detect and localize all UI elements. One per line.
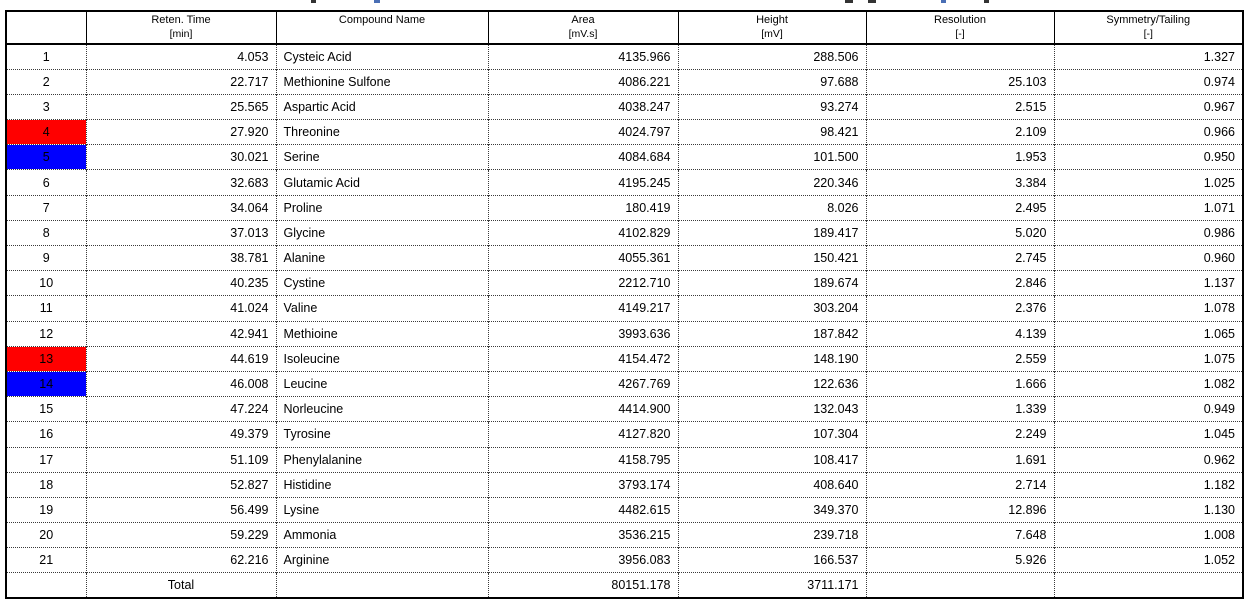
table-row[interactable] [6,94,1243,119]
cell-reten-time: 51.109 [86,447,276,472]
column-header-symmetry-tailing [1054,11,1243,44]
table-row[interactable] [6,321,1243,346]
cell-area: 3536.215 [488,523,678,548]
cell-row-number: 12 [6,321,86,346]
cell-compound-name: Proline [276,195,488,220]
cell-compound-name: Methionine Sulfone [276,69,488,94]
cell-area: 4038.247 [488,94,678,119]
table-row[interactable] [6,296,1243,321]
table-row[interactable] [6,472,1243,497]
column-unit: [mV] [761,27,783,40]
cell-row-number: 19 [6,497,86,522]
cell-symmetry-tailing: 0.986 [1054,220,1243,245]
cell-resolution: 5.020 [866,220,1054,245]
result-table [5,10,1244,599]
column-label: Compound Name [338,14,426,26]
cell-resolution: 12.896 [866,497,1054,522]
cell-compound-name: Alanine [276,246,488,271]
cell-compound-name: Ammonia [276,523,488,548]
cell-row-number: 7 [6,195,86,220]
cell-row-number: 15 [6,397,86,422]
column-unit: [-] [955,27,965,40]
cell-height: 101.500 [678,145,866,170]
table-row[interactable] [6,523,1243,548]
table-row[interactable] [6,120,1243,145]
cell-reten-time: 56.499 [86,497,276,522]
cell-reten-time: 37.013 [86,220,276,245]
cell-compound-name: Valine [276,296,488,321]
cell-area: 4084.684 [488,145,678,170]
cell-area: 4149.217 [488,296,678,321]
cell-resolution: 1.953 [866,145,1054,170]
cell-resolution: 1.691 [866,447,1054,472]
cell-compound-name: Tyrosine [276,422,488,447]
cell-reten-time: 47.224 [86,397,276,422]
cell-area: 4154.472 [488,346,678,371]
cell-height: 150.421 [678,246,866,271]
cell-symmetry-tailing: 1.025 [1054,170,1243,195]
cell-area: 4158.795 [488,447,678,472]
cell-resolution: 3.384 [866,170,1054,195]
cell-symmetry-tailing: 0.950 [1054,145,1243,170]
cell-row-number: 3 [6,94,86,119]
table-row[interactable] [6,497,1243,522]
cell-height: 3711.171 [678,573,866,598]
cell-row-number: 20 [6,523,86,548]
cell-compound-name: Isoleucine [276,346,488,371]
cell-compound-name: Glutamic Acid [276,170,488,195]
cell-compound-name: Arginine [276,548,488,573]
cell-reten-time: 25.565 [86,94,276,119]
column-unit: [mV.s] [568,27,598,40]
cell-height: 97.688 [678,69,866,94]
cell-reten-time: 42.941 [86,321,276,346]
cell-symmetry-tailing: 0.966 [1054,120,1243,145]
cell-area: 3793.174 [488,472,678,497]
cell-row-number: 11 [6,296,86,321]
cell-row-number: 5 [6,145,86,170]
cell-row-number: 21 [6,548,86,573]
cell-height: 349.370 [678,497,866,522]
cell-height: 288.506 [678,44,866,69]
column-unit: [-] [1143,27,1153,40]
cell-symmetry-tailing: 1.045 [1054,422,1243,447]
cell-reten-time: 34.064 [86,195,276,220]
cell-resolution: 2.495 [866,195,1054,220]
cell-row-number: 18 [6,472,86,497]
table-row[interactable] [6,422,1243,447]
cell-compound-name [276,573,488,598]
cell-symmetry-tailing: 1.130 [1054,497,1243,522]
clipped-text-fragment [311,0,316,3]
table-row[interactable] [6,447,1243,472]
cell-reten-time: 27.920 [86,120,276,145]
cell-height: 166.537 [678,548,866,573]
cell-compound-name: Lysine [276,497,488,522]
cell-area: 4127.820 [488,422,678,447]
table-row[interactable] [6,346,1243,371]
cell-symmetry-tailing: 1.008 [1054,523,1243,548]
cell-area: 3993.636 [488,321,678,346]
column-unit: [min] [169,27,193,40]
cell-row-number: 8 [6,220,86,245]
cell-area: 180.419 [488,195,678,220]
cell-symmetry-tailing: 1.082 [1054,371,1243,396]
cell-row-number: 9 [6,246,86,271]
table-row[interactable] [6,145,1243,170]
cell-resolution: 7.648 [866,523,1054,548]
column-header-area [488,11,678,44]
cell-area: 2212.710 [488,271,678,296]
table-row[interactable] [6,271,1243,296]
clipped-text-fragment [374,0,380,3]
cell-area: 4055.361 [488,246,678,271]
cell-height: 122.636 [678,371,866,396]
cell-resolution [866,44,1054,69]
table-row[interactable] [6,371,1243,396]
cell-symmetry-tailing: 0.962 [1054,447,1243,472]
table-row[interactable] [6,195,1243,220]
cell-area: 4195.245 [488,170,678,195]
table-row[interactable] [6,69,1243,94]
cell-resolution: 4.139 [866,321,1054,346]
cell-compound-name: Cystine [276,271,488,296]
cell-symmetry-tailing: 1.075 [1054,346,1243,371]
column-header-reten-time [86,11,276,44]
cell-row-number: 17 [6,447,86,472]
cell-resolution: 5.926 [866,548,1054,573]
cell-height: 132.043 [678,397,866,422]
cell-row-number: 14 [6,371,86,396]
cell-row-number [6,573,86,598]
column-header-compound-name [276,11,488,44]
cell-resolution: 2.846 [866,271,1054,296]
cell-reten-time: 22.717 [86,69,276,94]
table-row[interactable] [6,44,1243,69]
cell-compound-name: Phenylalanine [276,447,488,472]
cell-reten-time: 41.024 [86,296,276,321]
cell-resolution: 2.714 [866,472,1054,497]
cell-reten-time: 49.379 [86,422,276,447]
cell-symmetry-tailing: 1.078 [1054,296,1243,321]
cell-height: 220.346 [678,170,866,195]
column-label: Reten. Time [151,14,211,26]
cell-resolution: 2.515 [866,94,1054,119]
cell-reten-time: 46.008 [86,371,276,396]
cell-resolution: 1.339 [866,397,1054,422]
column-header-height [678,11,866,44]
cell-symmetry-tailing: 1.327 [1054,44,1243,69]
cell-height: 93.274 [678,94,866,119]
cell-reten-time: 52.827 [86,472,276,497]
cell-resolution: 2.559 [866,346,1054,371]
cell-symmetry-tailing: 0.949 [1054,397,1243,422]
cell-reten-time: 32.683 [86,170,276,195]
cell-symmetry-tailing: 1.065 [1054,321,1243,346]
cell-symmetry-tailing: 1.052 [1054,548,1243,573]
cell-row-number: 16 [6,422,86,447]
table-row[interactable] [6,397,1243,422]
cell-row-number: 2 [6,69,86,94]
cell-compound-name: Methioine [276,321,488,346]
cell-compound-name: Serine [276,145,488,170]
cell-compound-name: Cysteic Acid [276,44,488,69]
cell-height: 187.842 [678,321,866,346]
cell-symmetry-tailing: 1.182 [1054,472,1243,497]
clipped-text-fragment [984,0,989,3]
cell-area: 4482.615 [488,497,678,522]
table-row[interactable] [6,246,1243,271]
cell-symmetry-tailing: 0.967 [1054,94,1243,119]
cell-reten-time: 40.235 [86,271,276,296]
cell-resolution: 2.249 [866,422,1054,447]
table-header [6,11,1243,44]
cell-compound-name: Histidine [276,472,488,497]
cell-symmetry-tailing: 1.071 [1054,195,1243,220]
cell-height: 108.417 [678,447,866,472]
cell-area: 4102.829 [488,220,678,245]
cell-row-number: 4 [6,120,86,145]
cell-reten-time: 38.781 [86,246,276,271]
cell-compound-name: Leucine [276,371,488,396]
column-header-row-number [6,11,86,44]
column-label: Height [756,14,788,26]
cell-height: 239.718 [678,523,866,548]
cell-symmetry-tailing: 0.974 [1054,69,1243,94]
table-row[interactable] [6,548,1243,573]
cell-resolution: 1.666 [866,371,1054,396]
column-label: Area [571,14,595,26]
cell-compound-name: Glycine [276,220,488,245]
cell-area: 80151.178 [488,573,678,598]
cell-row-number: 6 [6,170,86,195]
clipped-text-fragment [845,0,853,3]
cell-reten-time: 62.216 [86,548,276,573]
cell-height: 408.640 [678,472,866,497]
cell-height: 189.674 [678,271,866,296]
table-row[interactable] [6,220,1243,245]
table-row[interactable] [6,170,1243,195]
table-body [6,44,1243,598]
cell-row-number: 1 [6,44,86,69]
column-header-resolution [866,11,1054,44]
cell-total-label: Total [86,573,276,598]
cell-height: 148.190 [678,346,866,371]
cell-height: 189.417 [678,220,866,245]
cell-symmetry-tailing: 0.960 [1054,246,1243,271]
clipped-text-fragment [868,0,876,3]
cell-area: 4024.797 [488,120,678,145]
clipped-text-fragment [941,0,946,3]
cell-resolution [866,573,1054,598]
cell-resolution: 2.109 [866,120,1054,145]
cell-reten-time: 4.053 [86,44,276,69]
cell-resolution: 2.376 [866,296,1054,321]
cell-height: 8.026 [678,195,866,220]
cell-symmetry-tailing [1054,573,1243,598]
cell-row-number: 13 [6,346,86,371]
total-row[interactable] [6,573,1243,598]
cell-area: 4414.900 [488,397,678,422]
cell-height: 303.204 [678,296,866,321]
cell-compound-name: Threonine [276,120,488,145]
cell-area: 3956.083 [488,548,678,573]
cell-reten-time: 59.229 [86,523,276,548]
cell-area: 4267.769 [488,371,678,396]
cell-resolution: 2.745 [866,246,1054,271]
cell-reten-time: 30.021 [86,145,276,170]
column-label: Resolution [934,14,986,26]
cell-compound-name: Norleucine [276,397,488,422]
cell-area: 4086.221 [488,69,678,94]
cell-area: 4135.966 [488,44,678,69]
cell-height: 107.304 [678,422,866,447]
cell-height: 98.421 [678,120,866,145]
column-label: Symmetry/Tailing [1106,14,1191,26]
cell-resolution: 25.103 [866,69,1054,94]
result-table-container [5,10,1244,599]
cell-row-number: 10 [6,271,86,296]
cell-compound-name: Aspartic Acid [276,94,488,119]
cell-symmetry-tailing: 1.137 [1054,271,1243,296]
cell-reten-time: 44.619 [86,346,276,371]
header-row [6,11,1243,44]
